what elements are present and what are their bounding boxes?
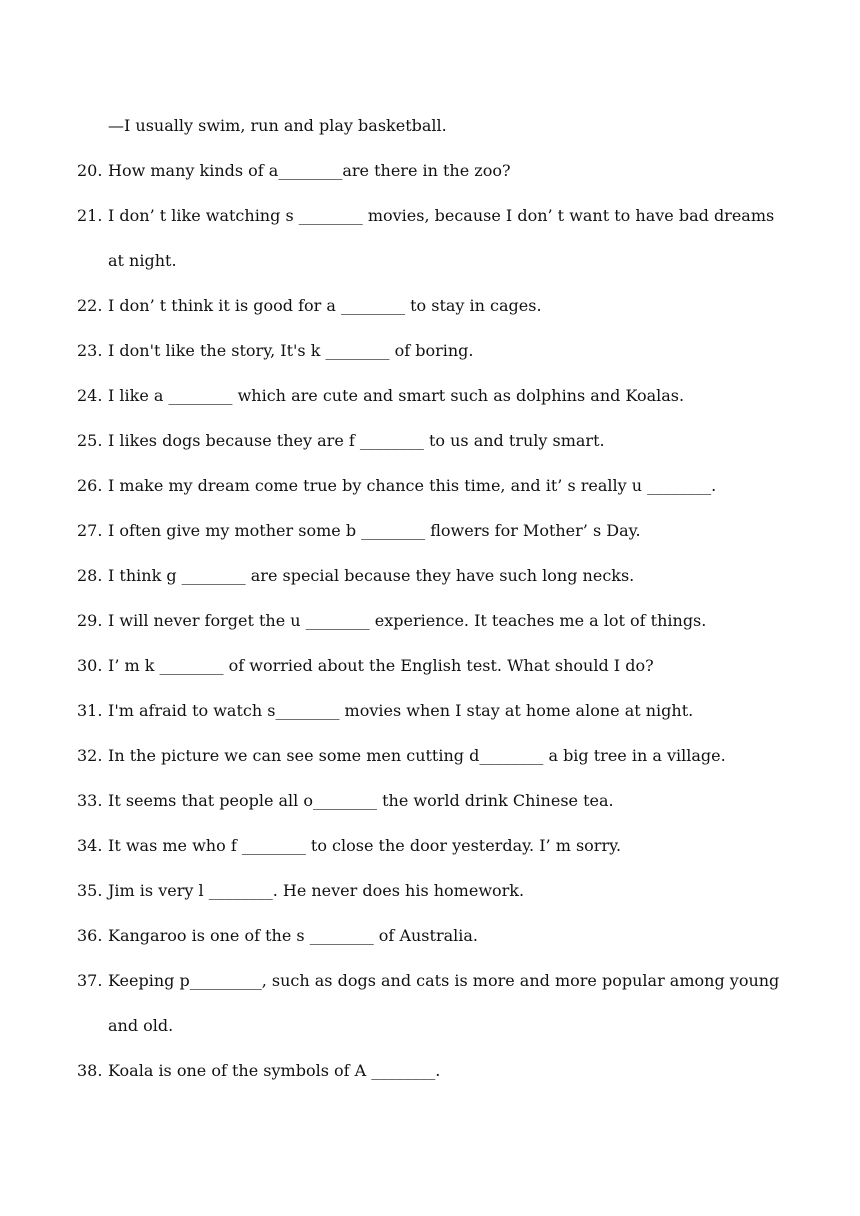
question-text: I don’ t like watching s ________ movies, because I don’ t want to have bad dreams (108, 206, 775, 225)
question-number: 38. (77, 1061, 103, 1080)
question-text: Keeping p_________, such as dogs and cats is more and more popular among young (108, 971, 780, 990)
question-number: 29. (77, 611, 103, 630)
question-number: 33. (77, 791, 103, 810)
question-number: 23. (77, 341, 103, 360)
line-text: —I usually swim, run and play basketball. (108, 116, 447, 135)
question-28 (0, 564, 635, 588)
question-text: and old. (108, 1016, 174, 1035)
question-27 (0, 519, 641, 543)
question-text: Kangaroo is one of the s ________ of Australia. (108, 926, 478, 945)
question-text: I don't like the story, It's k ________ of boring. (108, 341, 474, 360)
question-37 (0, 969, 780, 993)
question-text: Jim is very l ________. He never does his homework. (108, 881, 525, 900)
question-text: I like a ________ which are cute and smart such as dolphins and Koalas. (108, 386, 685, 405)
question-number: 32. (77, 746, 103, 765)
question-text: I often give my mother some b ________ flowers for Mother’ s Day. (108, 521, 641, 540)
question-number: 31. (77, 701, 103, 720)
question-number: 21. (77, 206, 103, 225)
question-text: I will never forget the u ________ experience. It teaches me a lot of things. (108, 611, 707, 630)
question-25 (0, 429, 605, 453)
question-30 (0, 654, 654, 678)
question-31 (0, 699, 694, 723)
question-text: I think g ________ are special because they have such long necks. (108, 566, 635, 585)
question-number: 34. (77, 836, 103, 855)
question-text: at night. (108, 251, 177, 270)
question-number: 35. (77, 881, 103, 900)
question-number: 37. (77, 971, 103, 990)
question-38 (0, 1059, 441, 1083)
question-text: It was me who f ________ to close the door yesterday. I’ m sorry. (108, 836, 622, 855)
question-33 (0, 789, 614, 813)
question-37-continuation (0, 1014, 174, 1038)
question-text: I’ m k ________ of worried about the English test. What should I do? (108, 656, 654, 675)
question-35 (0, 879, 525, 903)
question-22 (0, 294, 542, 318)
question-number: 20. (77, 161, 103, 180)
question-34 (0, 834, 622, 858)
question-number: 22. (77, 296, 103, 315)
question-text: I likes dogs because they are f ________ to us and truly smart. (108, 431, 605, 450)
question-text: Koala is one of the symbols of A ________. (108, 1061, 441, 1080)
question-number: 36. (77, 926, 103, 945)
question-32 (0, 744, 726, 768)
question-21 (0, 204, 775, 228)
question-23 (0, 339, 474, 363)
question-number: 28. (77, 566, 103, 585)
question-21-continuation (0, 249, 177, 273)
question-20 (0, 159, 511, 183)
question-text: I don’ t think it is good for a ________ to stay in cages. (108, 296, 542, 315)
question-number: 25. (77, 431, 103, 450)
question-number: 27. (77, 521, 103, 540)
answer-line (0, 114, 447, 138)
question-text: It seems that people all o________ the world drink Chinese tea. (108, 791, 614, 810)
question-text: I'm afraid to watch s________ movies when I stay at home alone at night. (108, 701, 694, 720)
question-text: In the picture we can see some men cutting d________ a big tree in a village. (108, 746, 726, 765)
question-24 (0, 384, 685, 408)
question-number: 24. (77, 386, 103, 405)
question-number: 26. (77, 476, 103, 495)
question-29 (0, 609, 707, 633)
question-text: How many kinds of a________are there in the zoo? (108, 161, 511, 180)
question-26 (0, 474, 717, 498)
question-36 (0, 924, 478, 948)
question-number: 30. (77, 656, 103, 675)
question-text: I make my dream come true by chance this time, and it’ s really u ________. (108, 476, 717, 495)
